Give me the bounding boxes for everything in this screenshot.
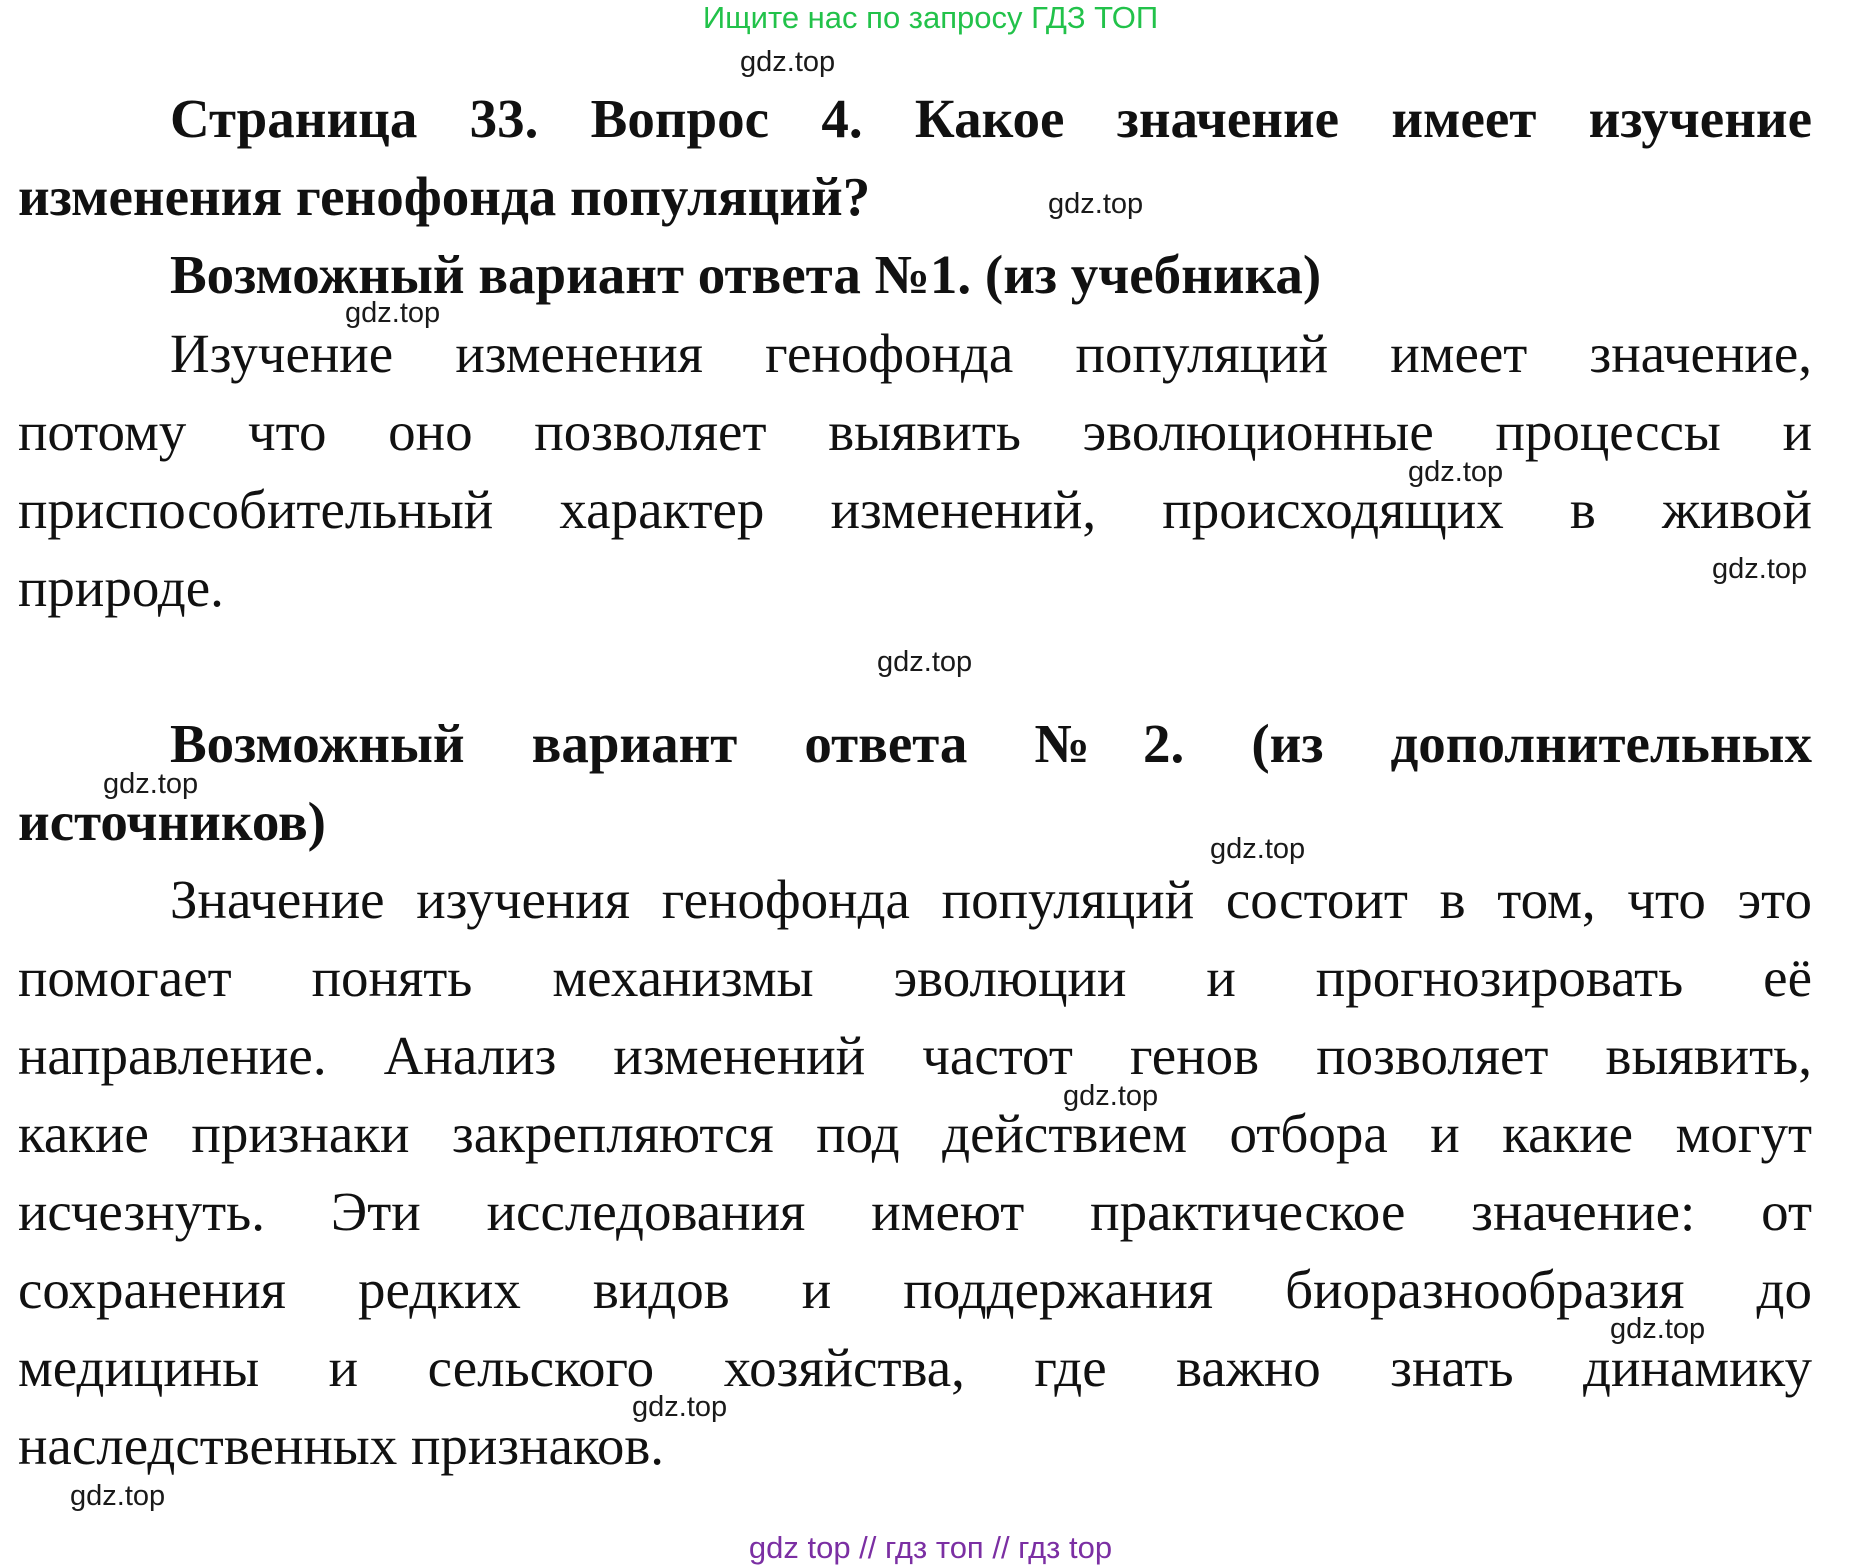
answer2-line-6: сохранения редких видов и поддержания биоразнообразия до [18, 1259, 1812, 1320]
watermark: gdz.top [1408, 456, 1504, 488]
answer2-line-7: медицины и сельского хозяйства, где важно знать динамику [18, 1337, 1812, 1398]
watermark: gdz.top [632, 1391, 728, 1423]
answer1-line-3: приспособительный характер изменений, происходящих в живой [18, 479, 1812, 540]
watermark: gdz.top [877, 646, 973, 678]
watermark: gdz.top [1610, 1313, 1706, 1345]
footer-links[interactable]: gdz top // гдз топ // гдз top [748, 1530, 1113, 1565]
answer1-line-1: Изучение изменения генофонда популяций имеет значение, [170, 323, 1812, 384]
watermark: gdz.top [70, 1480, 166, 1512]
answer2-line-4: какие признаки закрепляются под действием отбора и какие могут [18, 1103, 1812, 1164]
search-banner[interactable]: Ищите нас по запросу ГДЗ ТОП [702, 0, 1159, 35]
watermark: gdz.top [1063, 1080, 1159, 1112]
watermark: gdz.top [345, 297, 441, 329]
watermark: gdz.top [1210, 833, 1306, 865]
answer2-heading-line-1: Возможный вариант ответа №2. (из дополнительных [170, 713, 1812, 774]
answer1-heading: Возможный вариант ответа №1. (из учебника) [170, 244, 1322, 305]
watermark: gdz.top [103, 768, 199, 800]
answer2-line-1: Значение изучения генофонда популяций состоит в том, что это [170, 869, 1812, 930]
answer2-line-2: помогает понять механизмы эволюции и прогнозировать её [18, 947, 1812, 1008]
answer2-line-5: исчезнуть. Эти исследования имеют практическое значение: от [18, 1181, 1812, 1242]
answer2-line-8: наследственных признаков. [18, 1415, 665, 1476]
watermark: gdz.top [740, 46, 836, 78]
watermark: gdz.top [1712, 553, 1808, 585]
answer1-line-4: природе. [18, 557, 224, 618]
answer2-line-3: направление. Анализ изменений частот генов позволяет выявить, [18, 1025, 1812, 1086]
answer2-heading-line-2: источников) [18, 791, 326, 852]
answer1-line-2: потому что оно позволяет выявить эволюционные процессы и [18, 401, 1812, 462]
question-title-line-2: изменения генофонда популяций? [18, 166, 871, 227]
question-title-line-1: Страница 33. Вопрос 4. Какое значение имеет изучение [170, 88, 1812, 149]
watermark: gdz.top [1048, 188, 1144, 220]
